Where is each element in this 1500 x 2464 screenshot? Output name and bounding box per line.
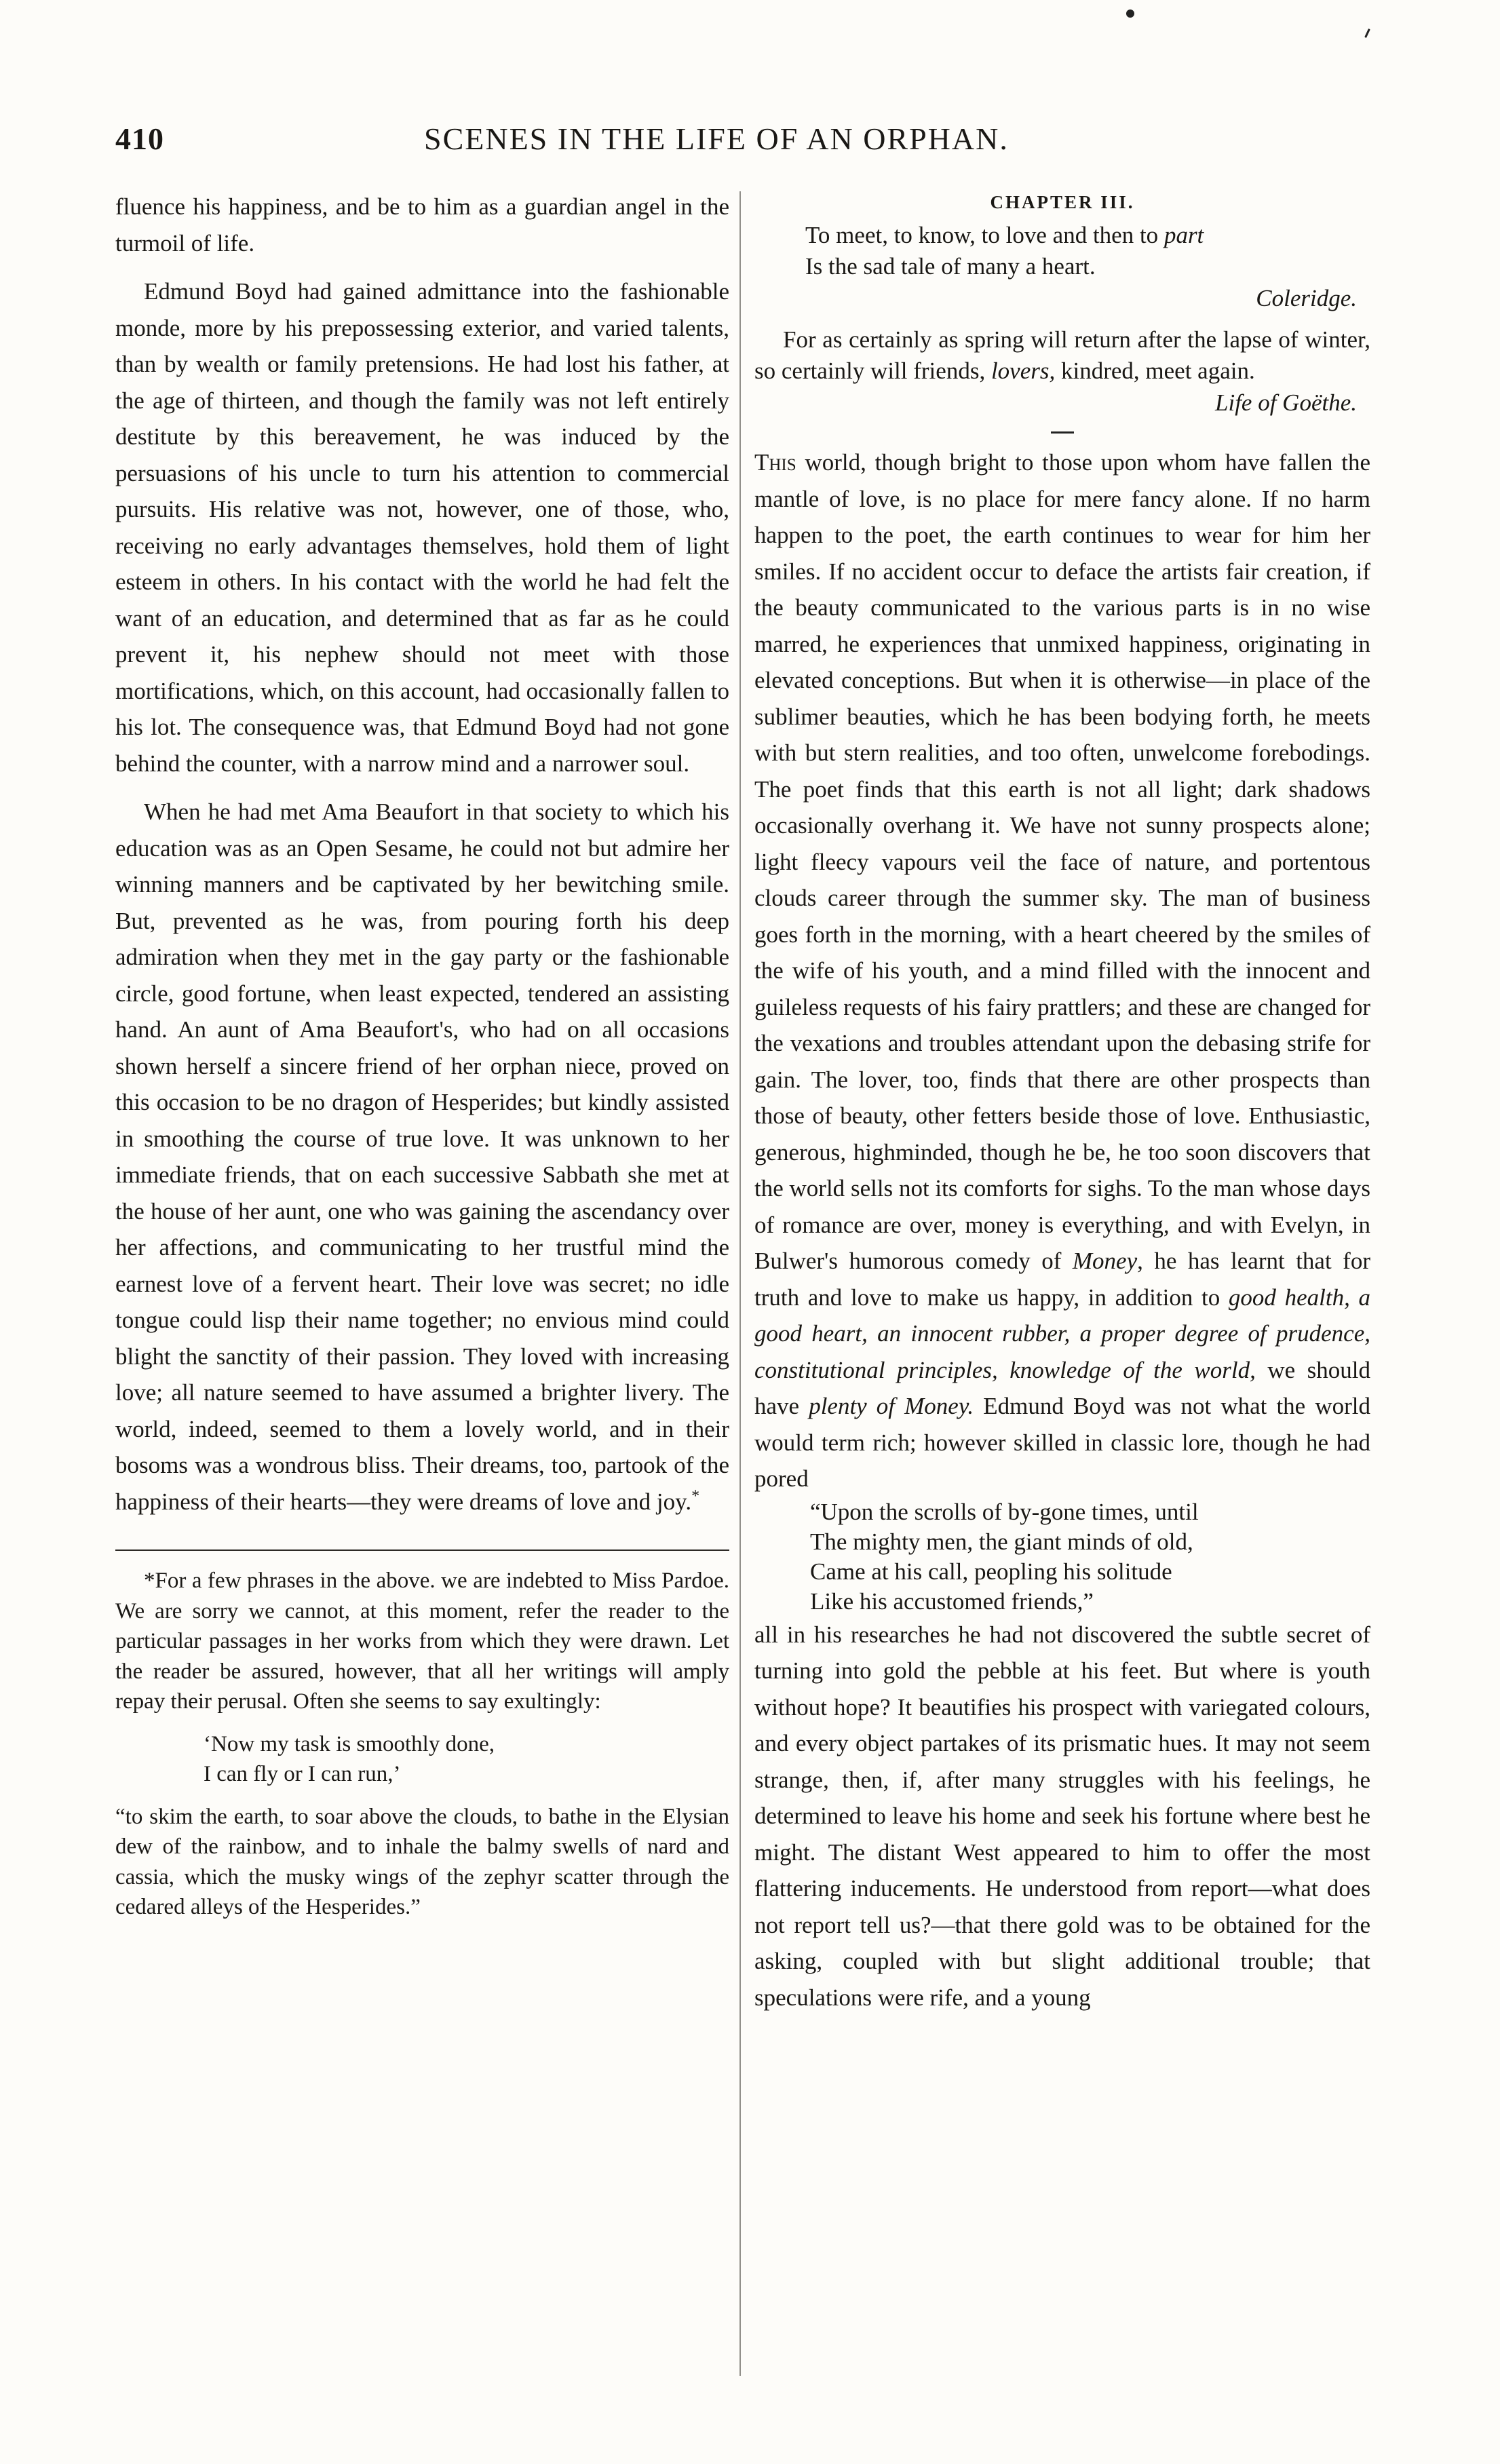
epigraph-attribution: Life of Goëthe.	[1215, 389, 1357, 416]
verse-line: The mighty men, the giant minds of old,	[810, 1528, 1193, 1555]
epigraph-goethe: For as certainly as spring will return after the lapse of winter, so certainly will friends, lovers, kindred, meet again.	[754, 326, 1370, 384]
verse-line: Like his accustomed friends,”	[810, 1587, 1094, 1615]
title-money: Money	[1072, 1248, 1138, 1274]
epigraph-line: Is the sad tale of many a heart.	[805, 253, 1096, 280]
scan-speck	[1126, 9, 1134, 18]
footnote-rule	[115, 1549, 729, 1551]
footnote-text-continued: “to skim the earth, to soar above the clouds, to bathe in the Elysian dew of the rainbow, and to inhale the balmy swells of nard and cassia, which the musky wings of the zephyr scatter through the cedared alleys of the Hesperides.”	[115, 1804, 729, 1919]
opening-word: This	[754, 449, 796, 476]
paragraph-researches: all in his researches he had not discovered the subtle secret of turning into gold the pebble at his feet. But where is youth without hope? It beautifies his prospect with variegated colours, and every object partakes of its prismatic hues. It may not seem strange, then, if, after many struggles with his feelings, he determined to leave his home and seek his fortune where best he might. The distant West appeared to him to offer the most flattering inducements. He understood from report—what does not report tell us?—that there gold was to be obtained for the asking, coupled with but slight additional trouble; that speculations were rife, and a young	[754, 1621, 1370, 2011]
verse-quotation	[810, 1497, 1370, 1617]
quoted-list: good health, a good heart, an innocent rubber, a proper degree of prudence, constitutional principles, knowledge of the world,	[754, 1284, 1370, 1383]
chapter-heading: CHAPTER III.	[990, 192, 1135, 212]
epigraph-emphasis: part	[1164, 222, 1204, 248]
paragraph-edmund-boyd: Edmund Boyd had gained admittance into the fashionable monde, more by his prepossessing exterior, and varied talents, than by wealth or family pretensions. He had lost his father, at the age of thirteen, and though the family was not left entirely destitute by this bereavement, he was induced by the persuasions of his uncle to turn his attention to commercial pursuits. His relative was not, however, one of those, who, receiving no early advantages themselves, hold them of light esteem in others. In his contact with the world he had felt the want of an education, and determined that as far as he could prevent it, his nephew should not meet with those mortifications, which, on this account, had occasionally fallen to his lot. The consequence was, that Edmund Boyd had not gone behind the counter, with a narrow mind and a narrower soul.	[115, 278, 729, 777]
paragraph-this-world: This world, though bright to those upon whom have fallen the mantle of love, is no place for mere fancy alone. If no harm happen to the poet, the earth continues to wear for him her smiles. If no accident occur to deface the artists fair creation, if the beauty communicated to the various parts is in no wise marred, he experiences that unmixed happiness, originating in elevated conceptions. But when it is otherwise—in place of the sublimer beauties, which he has been bodying forth, he meets with but stern realities, and too often, unwelcome forebodings. The poet finds that this earth is not all light; dark shadows occasionally overhang it. We have not sunny prospects alone; light fleecy vapours veil the face of nature, and portentous clouds career through the summer sky. The man of business goes forth in the morning, with a heart cheered by the smiles of the wife of his youth, and a mind filled with the innocent and guileless requests of his fairy prattlers; and these are changed for the vexations and troubles attendant upon the debasing strife for gain. The lover, too, finds that there are other prospects than those of beauty, other fetters beside those of love. Enthusiastic, generous, highminded, though he be, he too soon discovers that the world sells not its comforts for sighs. To the man whose days of romance are over, money is everything, and with Evelyn, in Bulwer's humorous comedy of Money, he has learnt that for truth and love to make us happy, in addition to good health, a good heart, an innocent rubber, a proper degree of prudence, constitutional principles, knowledge of the world, we should have plenty of Money. Edmund Boyd was not what the world would term rich; however skilled in classic lore, though he had pored	[754, 449, 1371, 1492]
footnote-verse-line: ‘Now my task is smoothly done,	[204, 1731, 495, 1756]
footnote-marker: *	[691, 1486, 700, 1505]
epigraph-attribution: Coleridge.	[1256, 285, 1357, 311]
footnote-verse-line: I can fly or I can run,’	[204, 1762, 401, 1786]
verse-line: “Upon the scrolls of by-gone times, until	[810, 1498, 1199, 1525]
epigraph-line: To meet, to know, to love and then to part	[805, 222, 1204, 248]
running-title: SCENES IN THE LIFE OF AN ORPHAN.	[424, 121, 1009, 156]
footnote	[115, 1566, 729, 1923]
plenty-of-money: plenty of Money.	[809, 1393, 974, 1419]
right-column	[754, 189, 1370, 2016]
paragraph-ama-beaufort	[115, 794, 729, 1520]
page-header	[115, 121, 1377, 168]
left-column	[115, 189, 729, 1923]
section-rule	[1051, 431, 1074, 434]
page-number: 410	[115, 121, 164, 156]
paragraph-continued: fluence his happiness, and be to him as a guardian angel in the turmoil of life.	[115, 193, 729, 256]
paragraph-ama-beaufort-text: When he had met Ama Beaufort in that society to which his education was as an Open Sesame, he could not but admire her winning manners and be captivated by her bewitching smile. But, prevented as he was, from pouring forth his deep admiration when they met in the gay party or the fashionable circle, good fortune, when least expected, tendered an assisting hand. An aunt of Ama Beaufort's, who had on all occasions shown herself a sincere friend of her orphan niece, proved on this occasion to be no dragon of Hesperides; but kindly assisted in smoothing the course of true love. It was unknown to her immediate friends, that on each successive Sabbath she met at the house of her aunt, one who was gaining the ascendancy over her affections, and communicating to her trustful mind the earnest love of a fervent heart. Their love was secret; no idle tongue could lisp their name together; no envious mind could blight the sanctity of their passion. They loved with increasing love; all nature seemed to have assumed a brighter livery. The world, indeed, seemed to them a lovely world, and in their bosoms was a wondrous bliss. Their dreams, too, partook of the happiness of their hearts—they were dreams of love and joy.	[115, 798, 729, 1515]
footnote-verse	[204, 1729, 729, 1790]
epigraph-coleridge	[805, 220, 1370, 282]
scan-mark	[1364, 28, 1370, 38]
column-divider	[739, 191, 741, 2376]
footnote-text: *For a few phrases in the above. we are indebted to Miss Pardoe. We are sorry we cannot, at this moment, refer the reader to the particular passages in her works from which they were drawn. Let the reader be assured, however, that all her writings will amply repay their perusal. Often she seems to say exultingly:	[115, 1568, 729, 1714]
verse-line: Came at his call, peopling his solitude	[810, 1558, 1172, 1585]
